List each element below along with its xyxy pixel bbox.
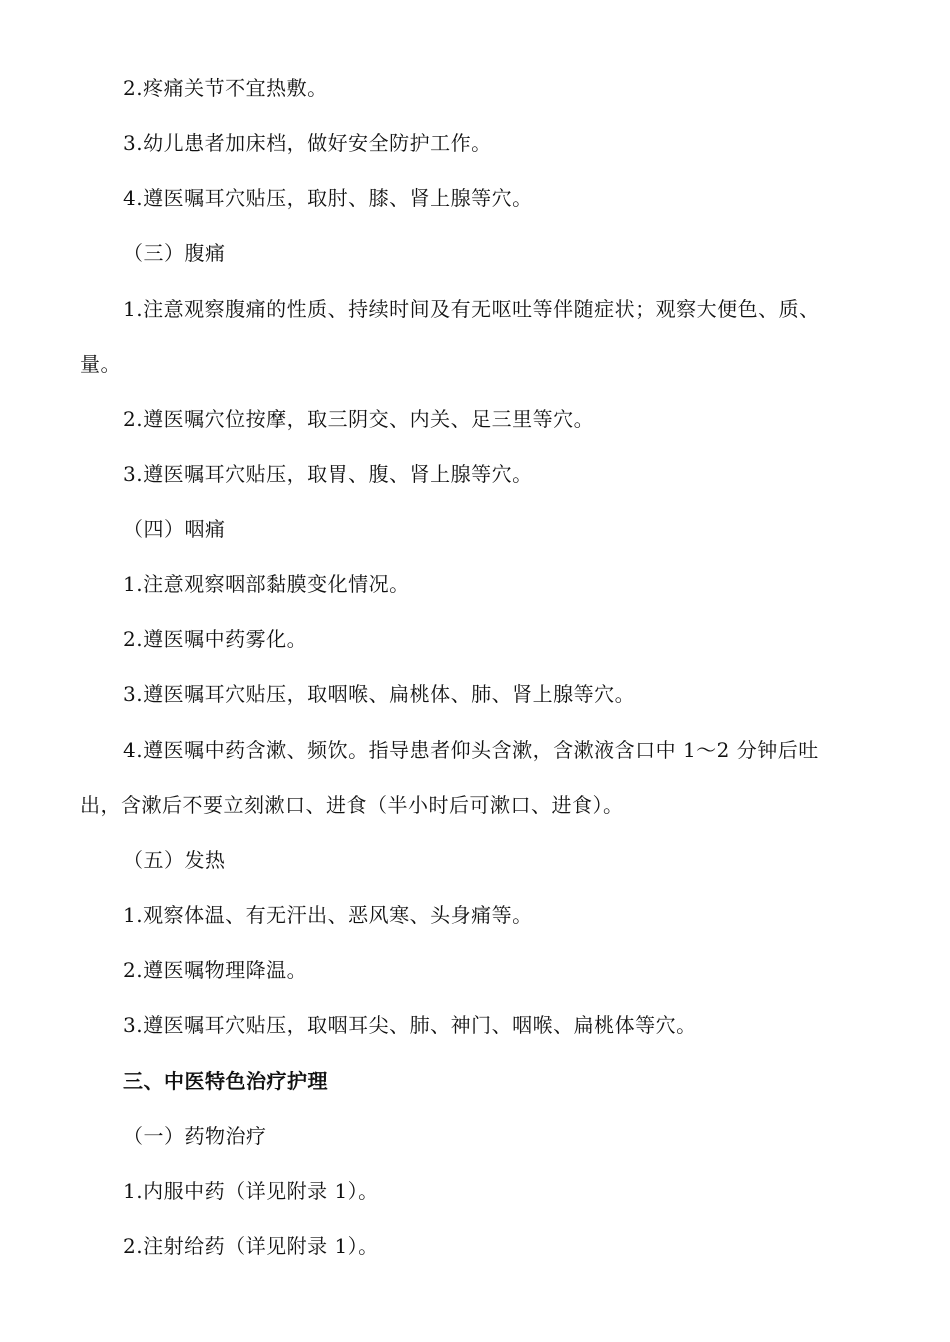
paragraph-line: 2.遵医嘱穴位按摩，取三阴交、内关、足三里等穴。 [123,407,595,431]
paragraph-line: 4.遵医嘱中药含漱、频饮。指导患者仰头含漱，含漱液含口中 1～2 分钟后吐 [123,738,819,762]
paragraph-line: 3.遵医嘱耳穴贴压，取咽耳尖、肺、神门、咽喉、扁桃体等穴。 [123,1013,697,1037]
paragraph-line: 量。 [80,352,121,376]
paragraph-line: 3.遵医嘱耳穴贴压，取胃、腹、肾上腺等穴。 [123,462,533,486]
paragraph-line: 2.注射给药（详见附录 1）。 [123,1234,379,1258]
subsection-heading: （一）药物治疗 [123,1124,267,1148]
paragraph-line: 2.疼痛关节不宜热敷。 [123,76,328,100]
paragraph-line: 1.注意观察咽部黏膜变化情况。 [123,572,410,596]
paragraph-line: 2.遵医嘱中药雾化。 [123,627,308,651]
section-heading: 三、中医特色治疗护理 [123,1069,328,1093]
paragraph-line: 2.遵医嘱物理降温。 [123,958,308,982]
paragraph-line: 3.幼儿患者加床档，做好安全防护工作。 [123,131,492,155]
subsection-heading: （三）腹痛 [123,241,226,265]
paragraph-line: 4.遵医嘱耳穴贴压，取肘、膝、肾上腺等穴。 [123,186,533,210]
paragraph-line: 1.注意观察腹痛的性质、持续时间及有无呕吐等伴随症状；观察大便色、质、 [123,297,820,321]
paragraph-line: 1.内服中药（详见附录 1）。 [123,1179,379,1203]
subsection-heading: （四）咽痛 [123,517,226,541]
paragraph-line: 出，含漱后不要立刻漱口、进食（半小时后可漱口、进食）。 [80,793,624,817]
paragraph-line: 1.观察体温、有无汗出、恶风寒、头身痛等。 [123,903,533,927]
subsection-heading: （五）发热 [123,848,226,872]
paragraph-line: 3.遵医嘱耳穴贴压，取咽喉、扁桃体、肺、肾上腺等穴。 [123,682,636,706]
